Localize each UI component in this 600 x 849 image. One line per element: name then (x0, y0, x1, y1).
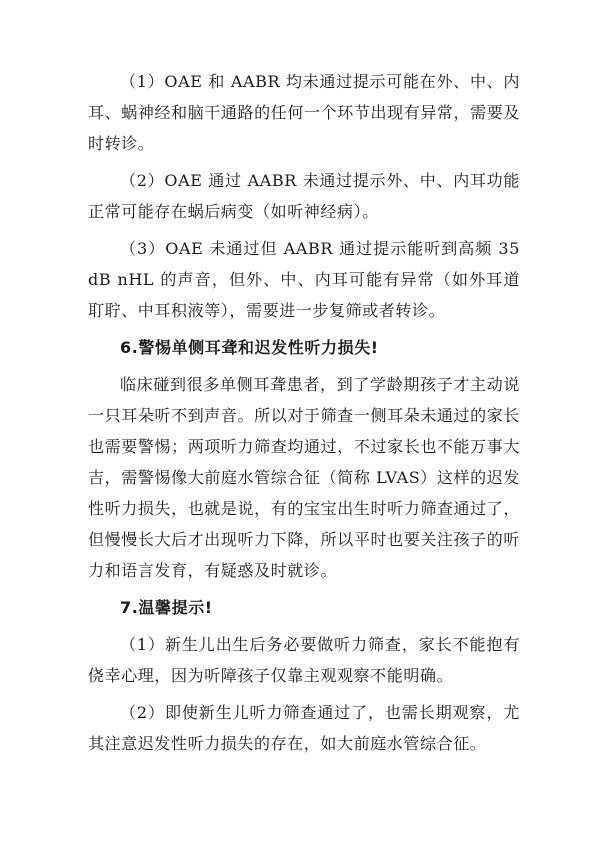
tip-item-1: （1）新生儿出生后务必要做听力筛查，家长不能抱有侥幸心理，因为听障孩子仅靠主观观察不能明确。 (88, 635, 520, 685)
result-item-2: （2）OAE 通过 AABR 未通过提示外、中、内耳功能正常可能存在蜗后病变（如听神经病）。 (88, 171, 520, 221)
tip-item-2: （2）即使新生儿听力筛查通过了，也需长期观察，尤其注意迟发性听力损失的存在，如大前庭水管综合征。 (88, 703, 520, 753)
result-item-3: （3）OAE 未通过但 AABR 通过提示能听到高频 35dB nHL 的声音，但外、中、内耳可能有异常（如外耳道耵聍、中耳积液等），需要进一步复筛或者转诊。 (88, 239, 520, 320)
section-7-heading: 7.温馨提示! (120, 598, 213, 617)
result-item-1: （1）OAE 和 AABR 均未通过提示可能在外、中、内耳、蜗神经和脑干通路的任何一个环节出现有异常，需要及时转诊。 (88, 72, 520, 153)
document-page (88, 66, 520, 765)
section-6-heading: 6.警惕单侧耳聋和迟发性听力损失! (120, 338, 379, 357)
section-6-body: 临床碰到很多单侧耳聋患者，到了学龄期孩子才主动说一只耳朵听不到声音。所以对于筛查一侧耳朵未通过的家长也需要警惕；两项听力筛查均通过，不过家长也不能万事大吉，需警惕像大前庭水管综合征（简称 LVAS）这样的迟发性听力损失，也就是说，有的宝宝出生时听力筛查通过了，但慢慢长大后才出现听力下降，所以平时也要关注孩子的听力和语言发育，有疑惑及时就诊。 (88, 375, 520, 580)
